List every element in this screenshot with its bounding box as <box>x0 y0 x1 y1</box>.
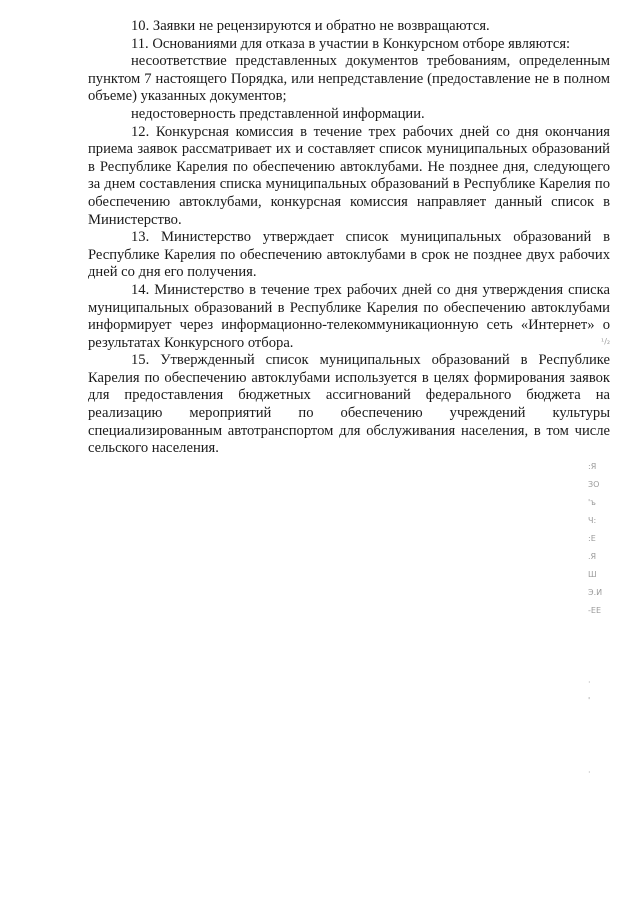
margin-mark: .Я <box>588 552 597 561</box>
margin-mark <box>588 818 618 836</box>
margin-mark: Ш <box>588 570 597 579</box>
paragraph-item-12: 12. Конкурсная комиссия в течение трех рабочих дней со дня окончания приема заявок рассматривает их и составляет список муниципальных образований в Республике Карелия по обеспечению автоклубами. Не позднее дня, следующего за днем составления списка муниципальных образований в Республике Карелия по обеспечению автоклубами, конкурсная комиссия направляет данный список в Министерство. <box>88 123 610 228</box>
paragraph-item-13: 13. Министерство утверждает список муниципальных образований в Республике Карелия по обеспечению автоклубами в срок не позднее двух рабочих дней со дня его получения. <box>88 229 610 281</box>
margin-mark: 'ъ <box>588 498 596 507</box>
margin-mark: ЗО <box>588 480 600 489</box>
margin-scan-artifacts <box>588 458 618 854</box>
margin-mark: ' <box>588 696 591 705</box>
margin-mark <box>588 800 618 818</box>
margin-mark: -ЕЕ <box>588 606 601 615</box>
paragraph-item-14: 14. Министерство в течение трех рабочих дней со дня утверждения списка муниципальных образований в Республике Карелия по обеспечению автоклубами информирует через информационно-телекоммуникационную сеть «Интернет» о результатах Конкурсного отбора. <box>88 281 610 351</box>
paragraph-item-15: 15. Утвержденный список муниципальных образований в Республике Карелия по обеспечению автоклубами используется в целях формирования заявок для предоставления бюджетных ассигнований федерального бюджета на реализацию мероприятий по обеспечению учреждений культуры специализированным автотранспортом для обслуживания населения, в том числе сельского населения. <box>88 352 610 457</box>
paragraph-item-11: 11. Основаниями для отказа в участии в Конкурсном отборе являются: <box>131 35 571 52</box>
paragraph-item-11-reason-1: несоответствие представленных документов требованиям, определенным пунктом 7 настоящего Порядка, или непредставление (предоставление не в полном объеме) указанных документов; <box>88 53 610 105</box>
margin-mark <box>588 728 618 746</box>
margin-mark <box>588 836 618 854</box>
margin-mark <box>588 620 618 638</box>
margin-mark: :Я <box>588 462 597 471</box>
paragraph-item-11-reason-2: недостоверность представленной информации. <box>131 105 425 122</box>
margin-mark: :Е <box>588 534 596 543</box>
margin-mark: · <box>588 678 591 687</box>
margin-mark <box>588 782 618 800</box>
margin-mark <box>588 656 618 674</box>
margin-mark <box>588 710 618 728</box>
margin-mark: · <box>588 768 591 777</box>
margin-mark <box>588 638 618 656</box>
paragraph-item-10: 10. Заявки не рецензируются и обратно не возвращаются. <box>131 18 490 34</box>
margin-mark <box>588 746 618 764</box>
margin-mark: Э.И <box>588 588 603 597</box>
margin-mark: Ч: <box>588 516 597 525</box>
margin-stray-mark: ¹/₂ <box>601 337 611 346</box>
document-body <box>88 18 610 458</box>
